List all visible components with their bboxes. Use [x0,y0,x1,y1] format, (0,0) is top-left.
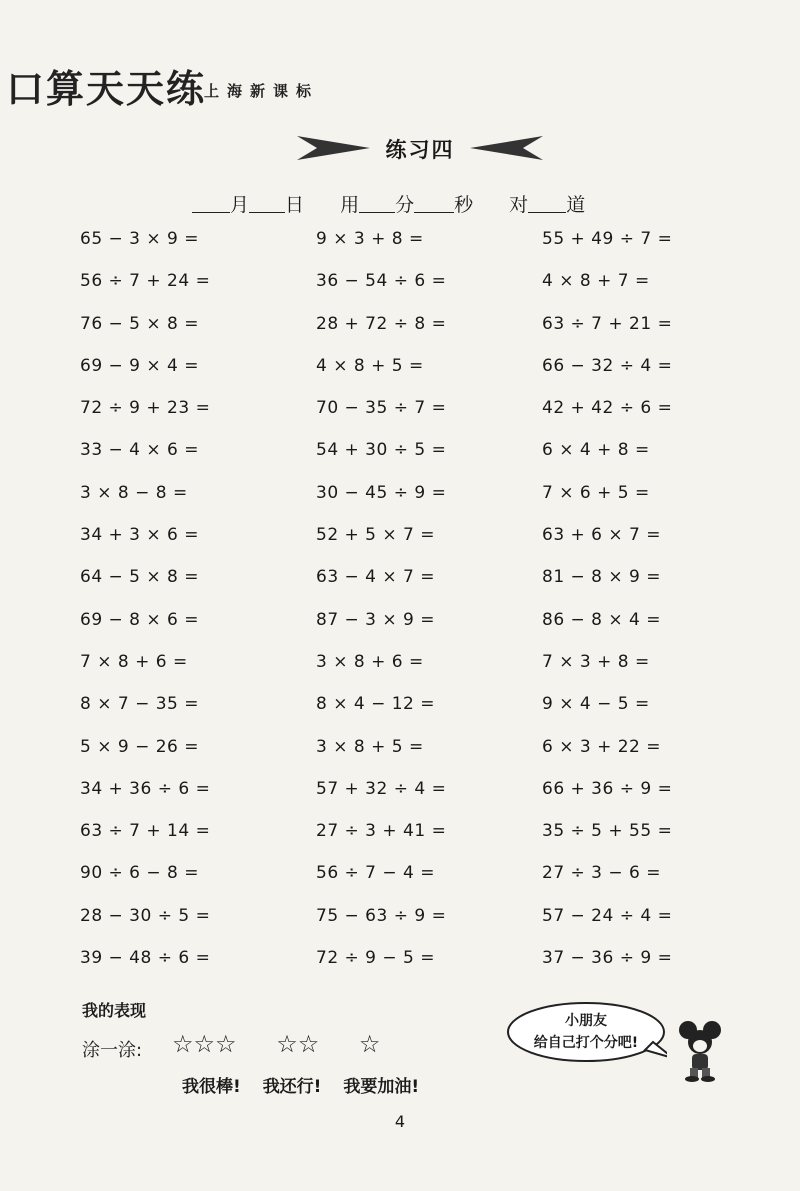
used-label: 用 [340,194,360,216]
star-group-one[interactable]: ☆ [358,1030,381,1058]
mouse-mascot-icon [668,1018,732,1082]
math-problem: 55 + 49 ÷ 7 = [542,229,673,249]
math-problem: 4 × 8 + 5 = [316,355,424,376]
rating-ok: 我还行! [262,1077,322,1097]
exercise-title-banner [295,128,545,168]
correct-count-blank[interactable] [528,194,566,213]
math-problem: 8 × 7 − 35 = [80,694,200,715]
date-time-line [192,190,585,217]
math-problem: 63 − 4 × 7 = [316,567,436,588]
math-problem: 54 + 30 ÷ 5 = [316,440,447,461]
math-problem: 5 × 9 − 26 = [80,736,200,757]
math-problem: 56 ÷ 7 + 24 = [80,271,211,292]
rating-labels [182,1072,435,1097]
math-problem: 81 − 8 × 9 = [542,567,662,588]
math-problem: 63 ÷ 7 + 21 = [542,313,673,334]
seconds-label: 秒 [454,194,474,216]
math-problem: 8 × 4 − 12 = [316,694,436,715]
series-label: 上海新课标 [204,82,320,100]
math-problem: 3 × 8 − 8 = [80,482,188,503]
math-problem: 34 + 36 ÷ 6 = [80,778,211,799]
seconds-blank[interactable] [414,194,454,213]
math-problem: 75 − 63 ÷ 9 = [316,905,447,926]
math-problem: 66 + 36 ÷ 9 = [542,778,673,799]
math-problem: 30 − 45 ÷ 9 = [316,482,447,503]
questions-label: 道 [566,194,586,216]
math-problem: 72 ÷ 9 − 5 = [316,948,436,969]
math-problem: 7 × 8 + 6 = [80,651,188,672]
math-problem: 69 − 9 × 4 = [80,355,200,376]
correct-label: 对 [509,194,529,216]
performance-title: 我的表现 [82,1001,147,1020]
math-problem: 28 − 30 ÷ 5 = [80,905,211,926]
paint-label: 涂一涂: [82,1040,143,1061]
math-problem: 64 − 5 × 8 = [80,567,200,588]
bubble-text-line2: 给自己打个分吧! [533,1035,639,1051]
minutes-label: 分 [395,194,415,216]
star-rating [172,1030,412,1058]
math-problem: 42 + 42 ÷ 6 = [542,398,673,419]
speech-bubble [505,1000,667,1066]
math-problem: 63 ÷ 7 + 14 = [80,821,211,842]
math-problem: 39 − 48 ÷ 6 = [80,948,211,969]
math-problem: 70 − 35 ÷ 7 = [316,398,447,419]
math-problem: 37 − 36 ÷ 9 = [542,948,673,969]
star-group-two[interactable]: ☆☆ [276,1030,320,1058]
math-problem: 66 − 32 ÷ 4 = [542,355,673,376]
star-group-three[interactable]: ☆☆☆ [172,1030,237,1058]
rating-try-harder: 我要加油! [343,1077,420,1097]
page-number: 4 [394,1112,406,1131]
math-problem: 52 + 5 × 7 = [316,525,436,546]
math-problem: 35 ÷ 5 + 55 = [542,821,673,842]
math-problem: 56 ÷ 7 − 4 = [316,863,436,884]
math-problem: 9 × 3 + 8 = [316,229,424,249]
math-problem: 33 − 4 × 6 = [80,440,200,461]
math-problem: 72 ÷ 9 + 23 = [80,398,211,419]
math-problem: 7 × 6 + 5 = [542,482,650,503]
month-blank[interactable] [192,194,230,213]
math-problem: 69 − 8 × 6 = [80,609,200,630]
math-problem: 28 + 72 ÷ 8 = [316,313,447,334]
math-problem: 6 × 3 + 22 = [542,736,662,757]
month-label: 月 [230,194,250,216]
math-problem: 7 × 3 + 8 = [542,651,650,672]
math-problem: 27 ÷ 3 + 41 = [316,821,447,842]
math-problem: 3 × 8 + 5 = [316,736,424,757]
math-problem: 27 ÷ 3 − 6 = [542,863,662,884]
math-problem: 86 − 8 × 4 = [542,609,662,630]
math-problem: 6 × 4 + 8 = [542,440,650,461]
math-problem: 9 × 4 − 5 = [542,694,650,715]
problem-column-2 [316,226,446,987]
math-problem: 34 + 3 × 6 = [80,525,200,546]
minutes-blank[interactable] [359,194,395,213]
math-problem: 87 − 3 × 9 = [316,609,436,630]
math-problem: 63 + 6 × 7 = [542,525,662,546]
problem-column-3 [542,226,672,987]
math-problem: 57 − 24 ÷ 4 = [542,905,673,926]
day-label: 日 [285,194,305,216]
math-problem: 76 − 5 × 8 = [80,313,200,334]
rating-excellent: 我很棒! [182,1077,241,1097]
brand-logo: 口算天天练 [6,66,207,111]
math-problem: 65 − 3 × 9 = [80,229,200,249]
day-blank[interactable] [249,194,285,213]
bubble-text-line1: 小朋友 [565,1013,607,1029]
math-problem: 3 × 8 + 6 = [316,651,424,672]
math-problem: 57 + 32 ÷ 4 = [316,778,447,799]
math-problem: 90 ÷ 6 − 8 = [80,863,200,884]
math-problem: 4 × 8 + 7 = [542,271,650,292]
problem-column-1 [80,226,210,987]
exercise-title: 练习四 [385,138,455,162]
math-problem: 36 − 54 ÷ 6 = [316,271,447,292]
